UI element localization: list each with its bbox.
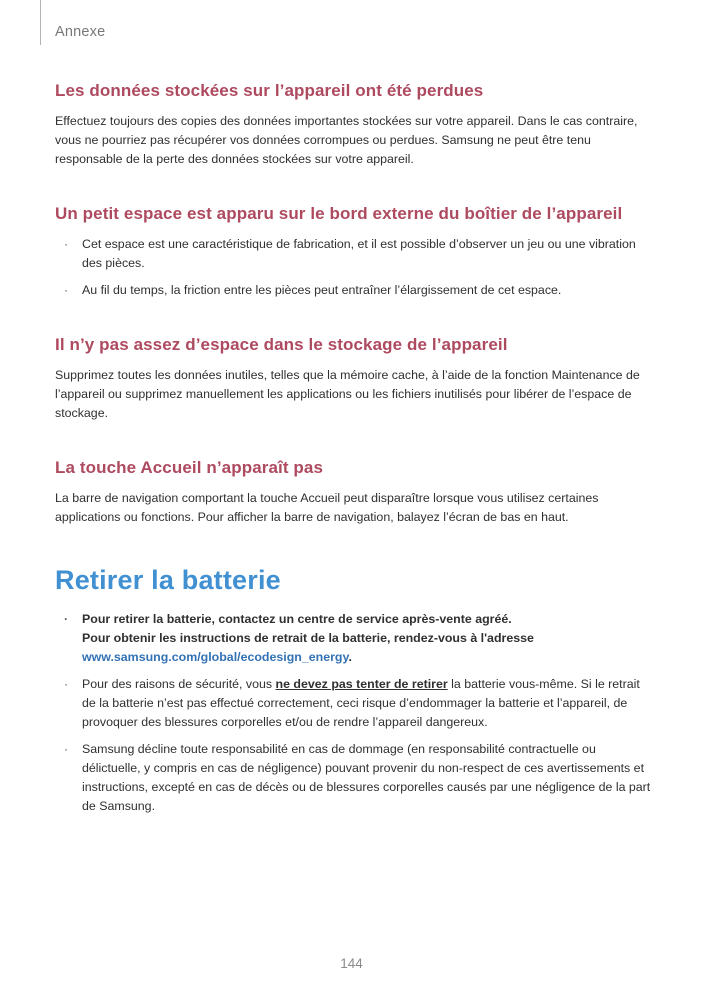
list-item <box>55 281 655 300</box>
list-item <box>55 740 655 816</box>
page-number: 144 <box>340 956 363 971</box>
bullet-text: Samsung décline toute responsabilité en cas de dommage (en responsabilité contractuelle ou délictuelle, y compris en cas de négligence) pouvant provenir du non-respect de ces avertissements et instructions, excepté en cas de décès ou de blessures corporelles causés par une négligence de la part de Samsung. <box>82 742 651 813</box>
bullet-list <box>55 610 655 816</box>
bullet-text <box>82 648 655 667</box>
list-item <box>55 235 655 273</box>
section-paragraph: Effectuez toujours des copies des données importantes stockées sur votre appareil. Dans le cas contraire, vous ne pourriez pas récupérer vos données corrompues ou perdues. Samsung ne peut être tenu responsable de la perte des données stockées sur votre appareil. <box>55 114 638 166</box>
section-paragraph: Supprimez toutes les données inutiles, telles que la mémoire cache, à l’aide de la fonction Maintenance de l’appareil ou supprimez manuellement les applications ou les fichiers inutilisés pour libérer de l’espace de stockage. <box>55 368 640 420</box>
section-heading: La touche Accueil n’apparaît pas <box>55 458 324 477</box>
bullet-text: Cet espace est une caractéristique de fabrication, et il est possible d’observer un jeu ou une vibration des pièces. <box>82 237 636 270</box>
section-paragraph: La barre de navigation comportant la touche Accueil peut disparaître lorsque vous utilisez certaines applications ou fonctions. Pour afficher la barre de navigation, balayez l’écran de bas en haut. <box>55 491 599 524</box>
ecodesign-energy-link[interactable]: www.samsung.com/global/ecodesign_energy <box>82 650 349 664</box>
section-heading: Il n’y pas assez d’espace dans le stockage de l’appareil <box>55 335 508 354</box>
bullet-emphasis: ne devez pas tenter de retirer <box>275 677 448 691</box>
list-item <box>55 675 655 732</box>
section-heading: Un petit espace est apparu sur le bord externe du boîtier de l’appareil <box>55 204 623 223</box>
link-trailing-period: . <box>348 650 352 664</box>
list-item <box>55 610 655 667</box>
bullet-icon: · <box>64 742 69 756</box>
header-divider <box>40 0 41 45</box>
bullet-text: Pour obtenir les instructions de retrait de la batterie, rendez-vous à l'adresse <box>82 631 534 645</box>
bullet-text: Pour des raisons de sécurité, vous <box>82 677 276 691</box>
bullet-text: Au fil du temps, la friction entre les pièces peut entraîner l’élargissement de cet espace. <box>82 283 562 297</box>
bullet-icon: · <box>64 237 69 251</box>
section-data-lost <box>55 80 655 169</box>
bullet-text: Pour retirer la batterie, contactez un centre de service après-vente agréé. <box>82 612 512 626</box>
bullet-icon: · <box>64 677 69 691</box>
bullet-icon: · <box>64 283 69 297</box>
bullet-list <box>55 235 655 300</box>
section-storage-space <box>55 334 655 423</box>
section-heading: Les données stockées sur l’appareil ont été perdues <box>55 81 484 100</box>
chapter-title: Retirer la batterie <box>55 565 281 595</box>
bullet-text: la batterie vous-même. Si le retrait de la batterie n’est pas effectué correctement, ceci risque d’endommager la batterie et l’appareil, de provoquer des blessures corporelles et/ou de rendre l’appareil dangereux. <box>82 677 640 729</box>
section-remove-battery <box>55 563 655 816</box>
page-content <box>55 0 655 824</box>
bullet-icon: · <box>64 612 69 626</box>
section-gap-casing <box>55 203 655 300</box>
running-header: Annexe <box>55 24 106 40</box>
section-home-button <box>55 457 655 527</box>
